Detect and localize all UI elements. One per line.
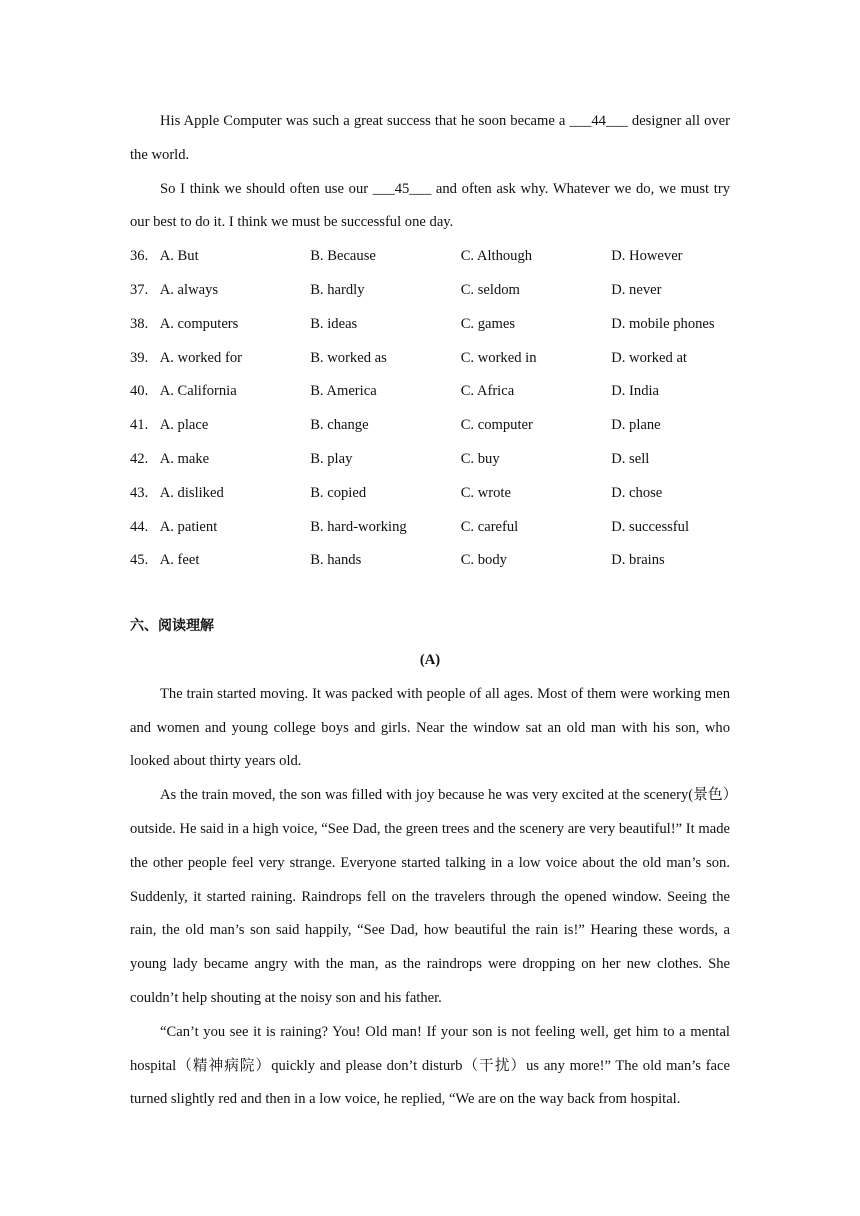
- option-b: B. ideas: [310, 315, 358, 332]
- passage-paragraph-1: The train started moving. It was packed with people of all ages. Most of them were working men and women and young college boys and girls. Near the window sat an old man with his son, who looked about thirty years old.: [130, 685, 730, 770]
- option-a: A. disliked: [159, 484, 224, 501]
- question-number: 40.: [130, 383, 149, 400]
- option-d: D. successful: [611, 518, 690, 535]
- question-row: [130, 274, 730, 308]
- option-b: B. worked as: [310, 349, 387, 366]
- cloze-paragraph-1: His Apple Computer was such a great success that he soon became a ___44___ designer all over the world.: [130, 113, 730, 163]
- question-number: 43.: [130, 484, 149, 501]
- option-b: B. Because: [310, 248, 376, 265]
- cloze-paragraph-2: So I think we should often use our ___45___ and often ask why. Whatever we do, we must try our best to do it. I think we must be successful one day.: [130, 180, 730, 231]
- question-number: 39.: [130, 349, 149, 366]
- option-d: D. sell: [611, 450, 650, 467]
- option-a: A. worked for: [159, 349, 242, 366]
- option-a: A. always: [159, 281, 219, 298]
- option-d: D. mobile phones: [611, 315, 715, 332]
- question-row: [130, 477, 730, 511]
- option-b: B. hardly: [310, 281, 365, 298]
- option-d: D. brains: [611, 552, 665, 569]
- option-c: C. games: [460, 315, 516, 332]
- option-a: A. patient: [159, 518, 218, 535]
- question-row: [130, 544, 730, 578]
- question-list: [130, 240, 730, 578]
- option-d: D. plane: [611, 417, 661, 434]
- passage-title: (A): [419, 651, 441, 668]
- question-row: [130, 342, 730, 376]
- option-c: C. seldom: [460, 281, 520, 298]
- option-b: B. copied: [310, 484, 367, 501]
- option-c: C. careful: [460, 518, 519, 535]
- option-c: C. wrote: [460, 484, 511, 501]
- question-number: 36.: [130, 248, 149, 265]
- question-row: [130, 443, 730, 477]
- option-c: C. body: [460, 552, 507, 569]
- option-a: A. place: [159, 417, 209, 434]
- question-row: [130, 240, 730, 274]
- question-number: 38.: [130, 315, 149, 332]
- passage-paragraph-2: As the train moved, the son was filled with joy because he was very excited at the scenery(景色）outside. He said in a high voice, “See Dad, the green trees and the scenery are very beautiful!” It made the other people feel very strange. Everyone started talking in a low voice about the old man’s son. Suddenly, it started raining. Raindrops fell on the travelers through the opened window. Seeing the rain, the old man’s son said happily, “See Dad, how beautiful the rain is!” Hearing these words, a young lady became angry with the man, as the raindrops were dropping on her new clothes. She couldn’t help shouting at the noisy son and his father.: [130, 787, 730, 1006]
- option-c: C. computer: [460, 417, 533, 434]
- question-number: 44.: [130, 518, 149, 535]
- question-number: 41.: [130, 417, 149, 434]
- question-row: [130, 511, 730, 545]
- option-a: A. computers: [159, 315, 239, 332]
- option-b: B. hard-working: [310, 518, 407, 535]
- option-c: C. Although: [460, 248, 533, 265]
- passage-paragraph-3: “Can’t you see it is raining? You! Old man! If your son is not feeling well, get him to a mental hospital（精神病院）quickly and please don’t disturb（干扰）us any more!” The old man’s face turned slightly red and then in a low voice, he replied, “We are on the way back from hospital.: [130, 1023, 730, 1108]
- option-b: B. hands: [310, 552, 362, 569]
- option-a: A. But: [159, 248, 199, 265]
- option-c: C. worked in: [460, 349, 537, 366]
- option-b: B. play: [310, 450, 353, 467]
- page-content: [130, 105, 730, 1117]
- option-a: A. feet: [159, 552, 200, 569]
- question-row: [130, 375, 730, 409]
- option-d: D. worked at: [611, 349, 687, 366]
- question-number: 37.: [130, 281, 149, 298]
- option-a: A. California: [159, 383, 237, 400]
- option-d: D. chose: [611, 484, 663, 501]
- option-b: B. change: [310, 417, 369, 434]
- option-b: B. America: [310, 383, 377, 400]
- question-number: 45.: [130, 552, 149, 569]
- option-d: D. India: [611, 383, 660, 400]
- question-row: [130, 409, 730, 443]
- option-d: D. However: [611, 248, 683, 265]
- option-a: A. make: [159, 450, 210, 467]
- section-title: 六、阅读理解: [130, 618, 214, 635]
- question-row: [130, 308, 730, 342]
- option-c: C. buy: [460, 450, 500, 467]
- question-number: 42.: [130, 450, 149, 467]
- option-c: C. Africa: [460, 383, 515, 400]
- option-d: D. never: [611, 281, 662, 298]
